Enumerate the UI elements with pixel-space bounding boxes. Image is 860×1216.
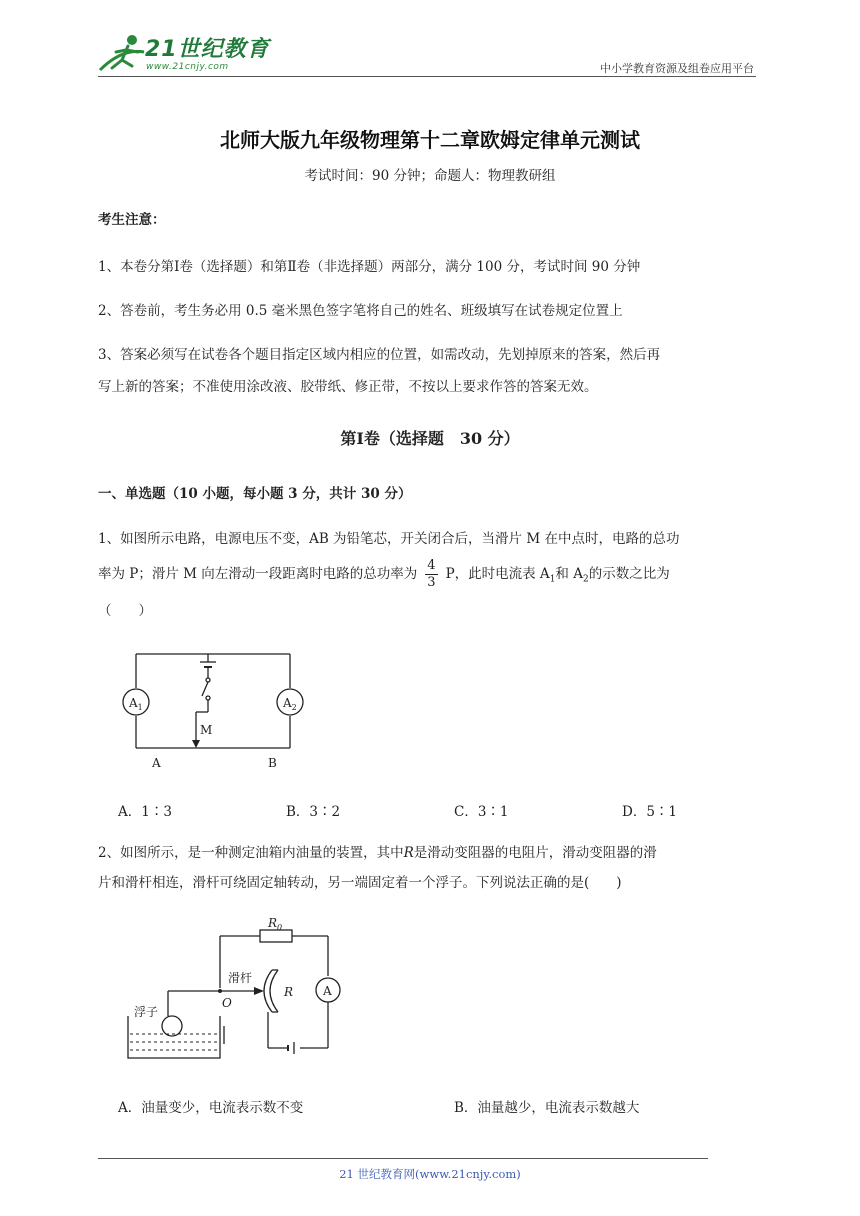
ammeter-label: A [323,984,332,998]
header-divider [98,76,756,77]
q2-line-2: 片和滑杆相连，滑杆可绕固定轴转动，另一端固定着一个浮子。下列说法正确的是( ) [98,875,622,891]
footer-divider [98,1158,708,1159]
q1-option-b[interactable]: B．3∶2 [286,804,341,820]
float-label: 浮子 [134,1005,159,1019]
page-title: 北师大版九年级物理第十二章欧姆定律单元测试 [220,128,640,152]
q2-oil-gauge-diagram [122,912,352,1072]
q1-option-a[interactable]: A．1∶3 [118,804,172,820]
platform-label: 中小学教育资源及组卷应用平台 [600,62,754,75]
notice-item-3: 3、答案必须写在试卷各个题目指定区域内相应的位置，如需改动，先划掉原来的答案，然后再 [98,347,661,363]
logo-text: 21世纪教育 [145,37,270,62]
section-title: 第Ⅰ卷（选择题 30 分） [340,429,520,448]
slider-arrow-icon [192,740,200,748]
ammeter-a1-label: $A_1$ [129,696,143,712]
q2-option-b[interactable]: B．油量越少，电流表示数越大 [454,1100,640,1116]
pivot-label: O [222,996,232,1010]
q1-circuit-diagram [118,648,308,774]
part-one-heading: 一、单选题（10 小题，每小题 3 分，共计 30 分） [98,486,412,502]
slider-m-label: M [200,723,213,737]
notice-item-3-cont: 写上新的答案；不准使用涂改液、胶带纸、修正带，不按以上要求作答的答案无效。 [98,379,598,395]
logo-url: www.21cnjy.com [146,62,229,72]
footer-link[interactable]: 21 世纪教育网(www.21cnjy.com) [339,1167,521,1181]
r-label: R [284,985,294,999]
notice-item-1: 1、本卷分第Ⅰ卷（选择题）和第Ⅱ卷（非选择题）两部分，满分 100 分，考试时间 90 分钟 [98,259,641,275]
q1-line-1: 1、如图所示电路，电源电压不变，AB 为铅笔芯，开关闭合后，当滑片 M 在中点时，电路的总功 [98,531,680,547]
r0-label: $R_0$ [268,916,283,932]
q2-line-1: 2、如图所示，是一种测定油箱内油量的装置，其中R是滑动变阻器的电阻片，滑动变阻器的滑 [98,845,657,861]
q2-option-a[interactable]: A．油量变少，电流表示数不变 [118,1100,304,1116]
q1-option-c[interactable]: C．3∶1 [454,804,509,820]
q1-line-3: （ ） [98,603,152,619]
fraction: $\frac{4}{3}$ [427,558,436,590]
point-b-label: B [268,756,277,770]
notice-heading: 考生注意： [98,212,166,228]
lever-label: 滑杆 [228,971,253,985]
exam-info: 考试时间：90 分钟；命题人：物理教研组 [304,168,556,184]
q1-option-d[interactable]: D．5∶1 [622,804,678,820]
notice-item-2: 2、答卷前，考生务必用 0.5 毫米黑色签字笔将自己的姓名、班级填写在试卷规定位置上 [98,303,623,319]
q1-line-2: 率为 P；滑片 M 向左滑动一段距离时电路的总功率为 $\frac{4}{3}$ P，此时电流表 $A_1$和 $A_2$的示数之比为 [98,558,670,590]
ammeter-a2-label: $A_2$ [283,696,297,712]
point-a-label: A [152,756,161,770]
pointer-arrow-icon [254,987,264,995]
